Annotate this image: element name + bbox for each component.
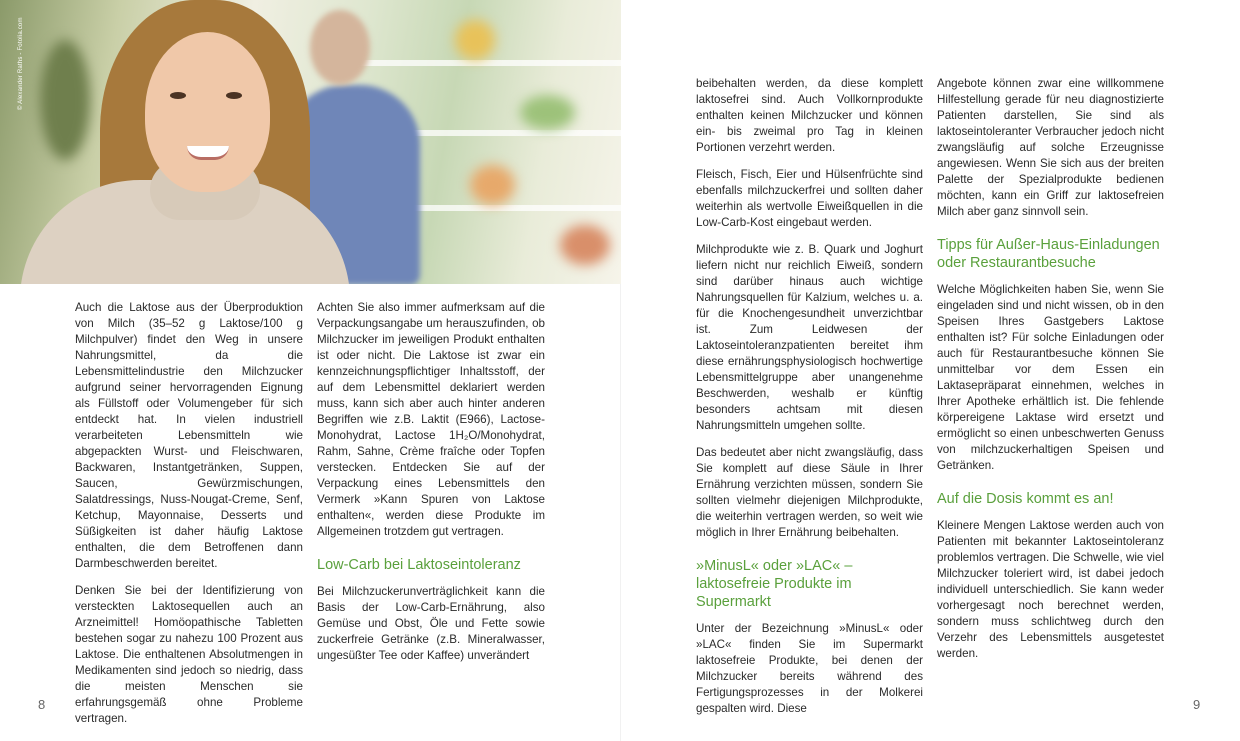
section-heading: Low-Carb bei Laktoseintoleranz [317,557,521,573]
product-blur [560,225,610,265]
right-column-2 [937,76,1164,673]
paragraph: Angebote können zwar eine willkommene Hilfestellung gerade für neu diagnostizierte Patienten darstellen, Sie sind als laktoseintoleranter Verbraucher jedoch nicht zwangsläufig auf solche Erzeugnisse angewiesen. Wenn Sie sich aus der breiten Palette der Spezialprodukte bedienen möchten, kann ein Griff zur laktosefreien Milch aber ganz sinnvoll sein. [937,77,1164,218]
right-column-1 [696,76,923,728]
paragraph: Bei Milchzuckerunverträglichkeit kann die Basis der Low-Carb-Ernährung, also Gemüse und Obst, Öle und Fette sowie zuckerfreie Getränke (z.B. Mineralwasser, ungesüßter Tee oder Kaffee) unverändert [317,585,545,662]
eye [170,92,186,99]
section-heading: »MinusL« oder »LAC« – laktosefreie Produkte im Supermarkt [696,558,853,610]
paragraph: Welche Möglichkeiten haben Sie, wenn Sie eingeladen sind und nicht wissen, ob in den Speisen Ihres Gastgebers Laktose enthalten ist? Für solche Einladungen oder auch für Restaurantbesuche können Sie unmittelbar vor dem Essen ein Laktasepräparat einnehmen, welches in Ihrer Apotheke erhältlich ist. Die fehlende körpereigene Laktase wird ersetzt und ermöglicht so einen unbeschwerten Genuss von milchzuckerhaltigen Speisen und Getränken. [937,283,1164,472]
paragraph: Auch die Laktose aus der Überproduktion von Milch (35–52 g Laktose/100 g Milchpulver) findet den Weg in unsere Nahrungsmittel, da die Lebensmittelindustrie den Milchzucker aufgrund seiner hervorragenden Eignung als Füllstoff oder Volumengeber für sich entdeckt hat. In vielen industriell verarbeiteten Lebensmitteln wie abgepackten Wurst- und Fleischwaren, Backwaren, Instantgetränken, Suppen, Saucen, Gewürzmischungen, Salatdressings, Nuss-Nougat-Creme, Senf, Ketchup, Mayonnaise, Desserts und Süßigkeiten ist daher häufig Laktose enthalten, die dem Betroffenen dann Darmbeschwerden bereitet. [75,301,303,570]
supermarket-photo [0,0,621,284]
product-blur [520,95,575,130]
photo-credit: © Alexander Raths - Fotolia.com [18,17,24,110]
paragraph: Unter der Bezeichnung »MinusL« oder »LAC« finden Sie im Supermarkt laktosefreie Produkte, bei denen der Milchzucker bereits während des Fertigungsprozesses in der Molkerei gespalten wird. Diese [696,622,923,715]
product-blur [40,40,90,160]
paragraph: Achten Sie also immer aufmerksam auf die Verpackungsangabe um herauszufinden, ob Milchzucker im jeweiligen Produkt enthalten ist oder nicht. Die Laktose ist zwar ein kennzeichnungspflichtiger Inhaltsstoff, der auf dem Lebensmittel deklariert werden muss, kann sich aber auch hinter anderen Begriffen wie z.B. Laktit (E966), Lactose-Monohydrat, Lactose 1H₂O/Monohydrat, Rahm, Sahne, Crème fraîche oder Topfen verstecken. Entdecken Sie auf der Verpackung eines Lebensmittels den Vermerk »Kann Spuren von Laktose enthalten«, werden diese Produkte im Allgemeinen trotzdem gut vertragen. [317,301,545,538]
paragraph: Das bedeutet aber nicht zwangsläufig, dass Sie komplett auf diese Säule in Ihrer Ernährung verzichten müssen, sondern Sie sollten vielmehr diejenigen Milchprodukte, die weiterhin vertragen werden, so weit wie möglich in Ihrer Ernährung beibehalten. [696,446,923,539]
page-number-right: 9 [1193,697,1201,712]
paragraph: Kleinere Mengen Laktose werden auch von Patienten mit bekannter Laktoseintoleranz problemlos vertragen. Die Schwelle, wie viel Milchzucker toleriert wird, ist dabei jedoch individuell unterschiedlich. Sie kann weder vorhergesagt noch berechnet werden, sondern muss schlichtweg durch den Verzehr des Lebensmittels ausgetestet werden. [937,519,1164,660]
shelf-stripe [330,60,621,66]
paragraph: Milchprodukte wie z. B. Quark und Joghurt liefern nicht nur reichlich Eiweiß, sondern sind darüber hinaus auch wichtige Nahrungsquellen für Kalzium, welches u. a. für die Knochengesundheit unverzichtbar ist. Zum Leidwesen der Laktoseintoleranzpatienten bereitet ihm diese ernährungsphysiologisch hochwertige Lebensmittelgruppe aber unangenehme Beschwerden, weshalb er künftig besonders achtsam mit diesen Nahrungsmitteln umgehen sollte. [696,243,923,432]
section-heading: Tipps für Außer-Haus-Einladungen oder Restaurantbesuche [937,237,1160,271]
product-blur [470,165,515,205]
background-man-head [310,10,370,85]
page-number-left: 8 [38,697,46,712]
woman-face [145,32,270,192]
eye [226,92,242,99]
product-blur [455,20,495,60]
section-heading: Auf die Dosis kommt es an! [937,491,1114,507]
left-column-2 [317,300,545,675]
paragraph: beibehalten werden, da diese komplett laktosefrei sind. Auch Vollkornprodukte enthalten keinen Milchzucker und können ein- bis zweimal pro Tag in kleinen Portionen verzehrt werden. [696,77,923,154]
left-column-1 [75,300,303,738]
paragraph: Fleisch, Fisch, Eier und Hülsenfrüchte sind ebenfalls milchzuckerfrei und sollten daher weiterhin als wertvolle Eiweißquellen in die Low-Carb-Kost eingebaut werden. [696,168,923,229]
paragraph: Denken Sie bei der Identifizierung von versteckten Laktosequellen auch an Arzneimittel! Homöopathische Tabletten bestehen sogar zu nahezu 100 Prozent aus Laktose. Die enthaltenen Absolutmengen in Medikamenten sind jedoch so niedrig, dass die meisten Menschen sie erfahrungsgemäß ohne Probleme vertragen. [75,584,303,725]
